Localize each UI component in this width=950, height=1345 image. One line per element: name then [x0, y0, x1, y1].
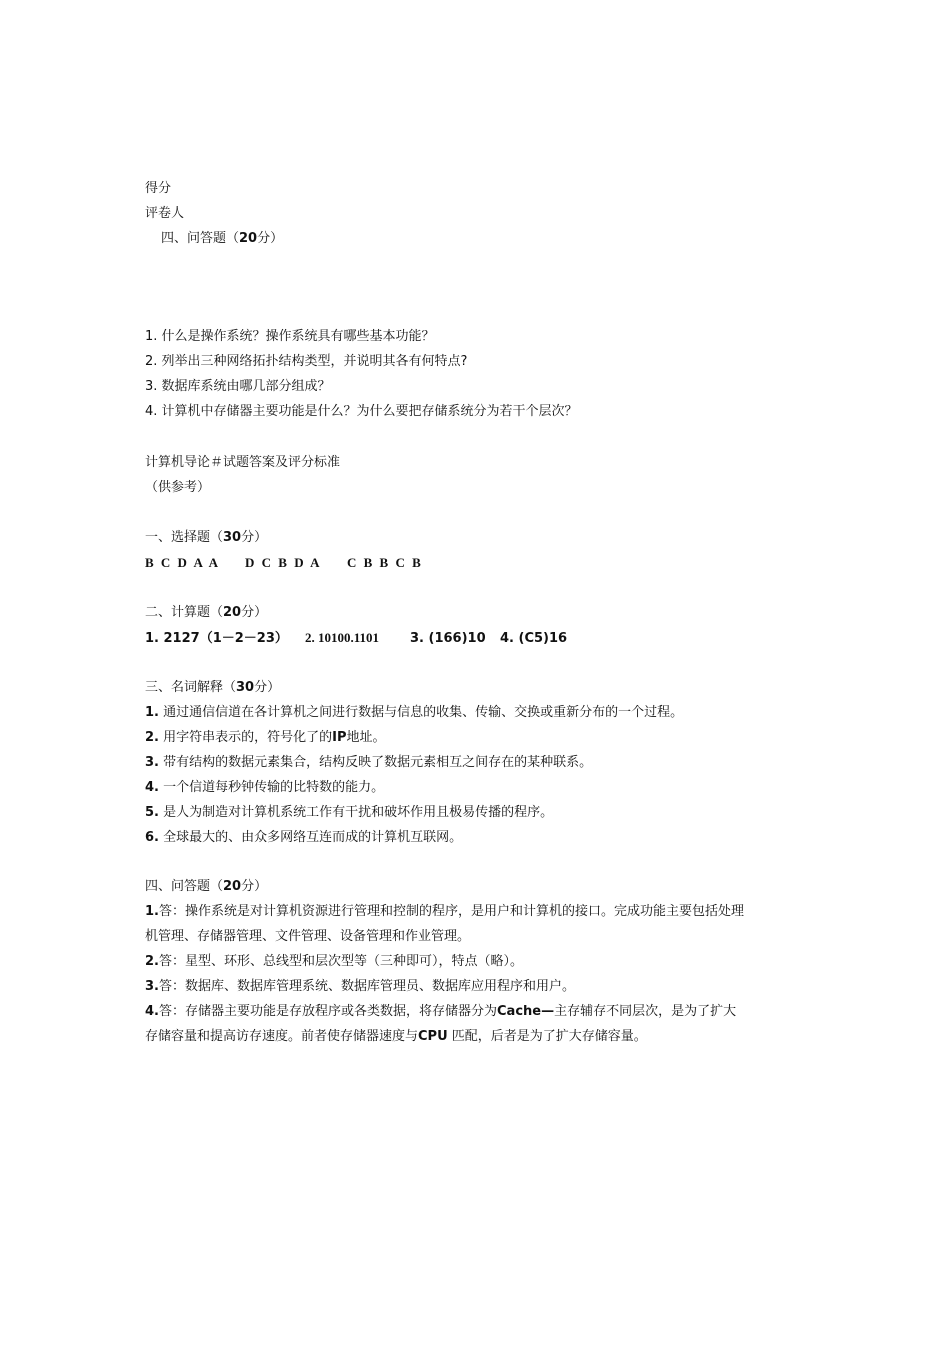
item-number: 3.: [145, 979, 159, 994]
item-number: 2.: [145, 730, 159, 745]
term-answer-2: [145, 729, 386, 747]
item-text: 一个信道每秒钟传输的比特数的能力。: [163, 780, 385, 795]
section-points: 30: [236, 680, 255, 695]
section-unit: 分）: [241, 530, 268, 545]
section-unit: 分）: [241, 879, 268, 894]
section-unit: 分）: [257, 231, 284, 246]
item-number: 1.: [145, 705, 159, 720]
item-text: 用字符串表示的，符号化了的: [163, 730, 333, 745]
item-text: 答：存储器主要功能是存放程序或各类数据，将存储器分为: [158, 1004, 497, 1019]
item-number: 1.: [145, 904, 159, 919]
item-text: 通过通信信道在各计算机之间进行数据与信息的收集、传输、交换或重新分布的一个过程。: [163, 705, 684, 720]
section-title: 四、问答题（: [161, 231, 240, 246]
item-text: 答：数据库、数据库管理系统、数据库管理员、数据库应用程序和用户。: [158, 979, 575, 994]
item-text-bold: IP: [332, 730, 347, 745]
item-number: 4.: [145, 1004, 159, 1019]
answer-group-3: C B B C B: [347, 555, 422, 570]
grader-label: 评卷人: [145, 206, 185, 221]
essay-answer-4-line-2: [145, 1028, 647, 1046]
answer-group-2: D C B D A: [245, 555, 321, 570]
section4-heading: [145, 878, 267, 896]
item-text: 地址。: [346, 730, 386, 745]
section4-heading-top: [161, 230, 283, 248]
question-3: 3. 数据库系统由哪几部分组成？: [145, 379, 331, 394]
item-text-bold: Cache—: [497, 1004, 555, 1019]
section2-answers: [145, 629, 567, 648]
essay-answer-4-line-1: [145, 1003, 736, 1021]
answer-key-subtitle: （供参考）: [145, 480, 211, 495]
essay-answer-1-line-2: 机管理、存储器管理、文件管理、设备管理和作业管理。: [145, 929, 471, 944]
essay-answer-3: [145, 978, 575, 996]
item-text: 是人为制造对计算机系统工作有干扰和破坏作用且极易传播的程序。: [163, 805, 554, 820]
section-points: 20: [239, 231, 258, 246]
answer-group-1: B C D A A: [145, 555, 220, 570]
term-answer-6: [145, 829, 462, 847]
section1-answers: [145, 554, 422, 572]
section-title: 一、选择题（: [145, 530, 224, 545]
term-answer-3: [145, 754, 592, 772]
calc-answer-3: 3. (166)10: [410, 631, 486, 646]
item-text: 匹配，后者是为了扩大存储容量。: [447, 1029, 647, 1044]
calc-answer-2: 2. 10100.1101: [305, 630, 380, 645]
section1-heading: [145, 529, 267, 547]
item-number: 5.: [145, 805, 159, 820]
item-text: 答：操作系统是对计算机资源进行管理和控制的程序，是用户和计算机的接口。完成功能主要包括处理: [158, 904, 744, 919]
item-text: 存储容量和提高访存速度。前者使存储器速度与: [145, 1029, 419, 1044]
item-number: 3.: [145, 755, 159, 770]
score-label: 得分: [145, 181, 172, 196]
section-points: 30: [223, 530, 242, 545]
calc-answer-4: 4. (C5)16: [500, 631, 568, 646]
item-text: 主存辅存不同层次，是为了扩大: [554, 1004, 737, 1019]
term-answer-1: [145, 704, 683, 722]
question-4: 4. 计算机中存储器主要功能是什么？为什么要把存储系统分为若干个层次？: [145, 404, 578, 419]
section3-heading: [145, 679, 280, 697]
section-points: 20: [223, 879, 242, 894]
section-unit: 分）: [241, 605, 268, 620]
question-2: 2. 列举出三种网络拓扑结构类型，并说明其各有何特点?: [145, 354, 468, 369]
section-title: 三、名词解释（: [145, 680, 237, 695]
item-text: 答：星型、环形、总线型和层次型等（三种即可），特点（略）。: [158, 954, 523, 969]
section-title: 二、计算题（: [145, 605, 224, 620]
question-1: 1. 什么是操作系统？操作系统具有哪些基本功能？: [145, 329, 435, 344]
section-points: 20: [223, 605, 242, 620]
item-text: 带有结构的数据元素集合，结构反映了数据元素相互之间存在的某种联系。: [163, 755, 593, 770]
essay-answer-2: [145, 953, 523, 971]
item-number: 2.: [145, 954, 159, 969]
section2-heading: [145, 604, 267, 622]
item-number: 4.: [145, 780, 159, 795]
term-answer-4: [145, 779, 384, 797]
item-text-bold: CPU: [418, 1029, 448, 1044]
term-answer-5: [145, 804, 553, 822]
item-text: 全球最大的、由众多网络互连而成的计算机互联网。: [163, 830, 463, 845]
essay-answer-1-line-1: [145, 903, 744, 921]
answer-key-title: 计算机导论＃试题答案及评分标准: [145, 455, 341, 470]
calc-answer-1: 1. 2127（1－2－23）: [145, 631, 288, 646]
section-title: 四、问答题（: [145, 879, 224, 894]
section-unit: 分）: [254, 680, 281, 695]
item-number: 6.: [145, 830, 159, 845]
